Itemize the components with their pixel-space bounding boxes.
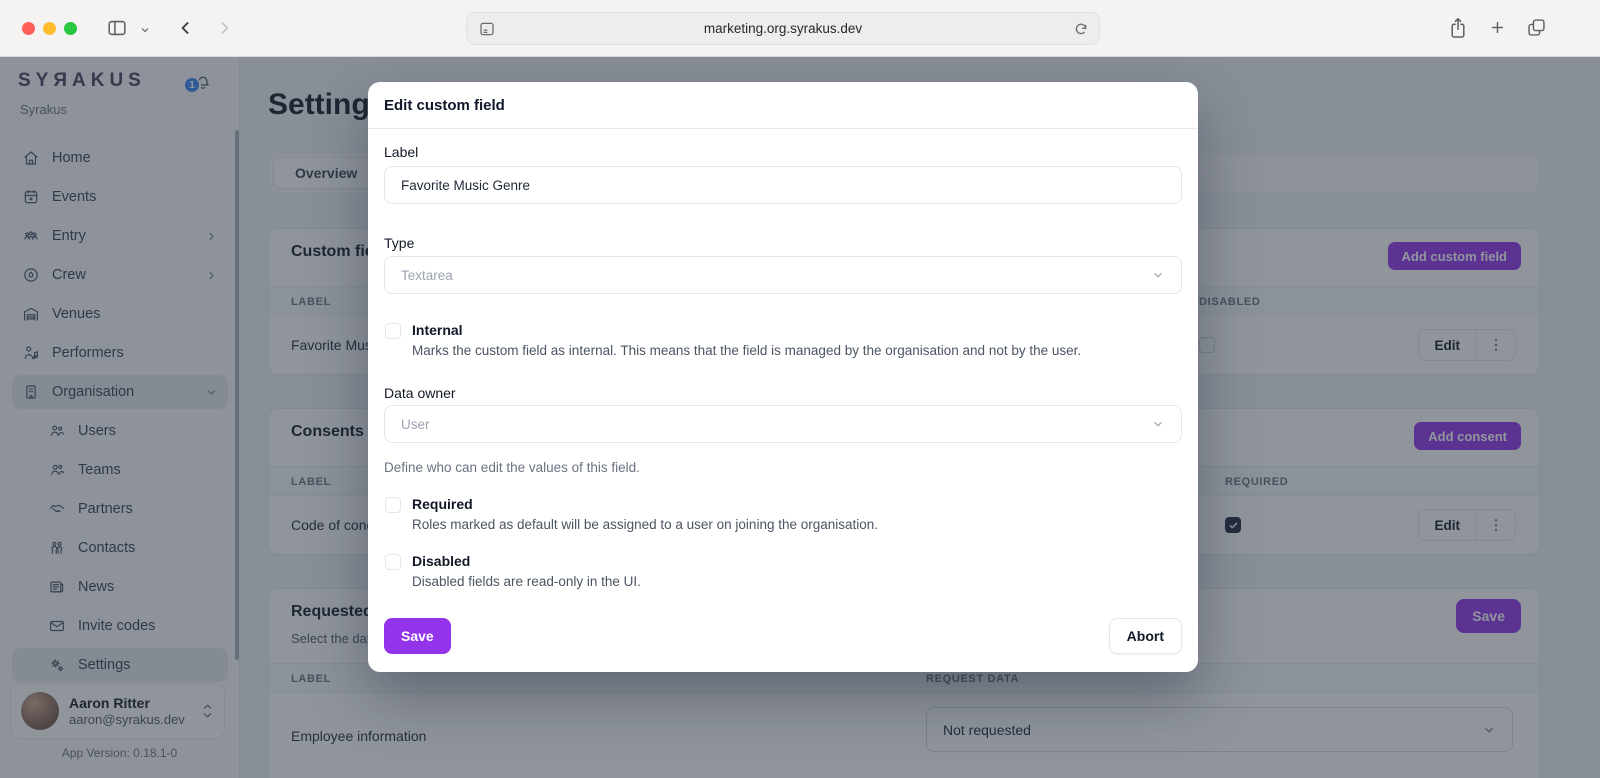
label-input[interactable] [384,166,1182,204]
maximize-window-button[interactable] [64,22,77,35]
chevron-down-icon[interactable] [139,24,151,36]
forward-icon[interactable] [214,18,234,38]
website-icon [478,20,496,38]
label-field-label: Label [384,144,419,160]
internal-checkbox[interactable] [385,323,401,339]
data-owner-label: Data owner [384,385,456,401]
tab-overview-icon[interactable] [1526,17,1547,38]
edit-custom-field-modal [368,82,1198,672]
browser-chrome [0,0,1600,57]
url-text: marketing.org.syrakus.dev [703,21,863,36]
data-owner-select[interactable] [384,405,1182,443]
required-title: Required [412,496,473,512]
required-checkbox-row [385,496,1182,533]
disabled-title: Disabled [412,553,471,569]
internal-checkbox-row [385,322,1182,359]
internal-description: Marks the custom field as internal. This means that the field is managed by the organisation and not by the user. [412,343,1082,358]
disabled-texts [412,553,641,590]
modal-save-button[interactable]: Save [384,618,451,654]
minimize-window-button[interactable] [43,22,56,35]
sidebar-toggle-icon[interactable] [106,17,128,39]
data-owner-help: Define who can edit the values of this field. [384,460,640,475]
required-description: Roles marked as default will be assigned to a user on joining the organisation. [412,517,879,532]
chevron-down-icon [1151,417,1165,431]
internal-texts [412,322,1081,359]
type-select[interactable] [384,256,1182,294]
back-icon[interactable] [176,18,196,38]
required-texts [412,496,878,533]
disabled-checkbox-row [385,553,1182,590]
internal-title: Internal [412,322,463,338]
modal-title: Edit custom field [368,82,1198,129]
new-tab-icon[interactable] [1488,18,1507,37]
disabled-checkbox[interactable] [385,554,401,570]
required-checkbox[interactable] [385,497,401,513]
type-select-value: Textarea [401,267,453,283]
app-window [0,57,1600,778]
data-owner-value: User [401,416,430,432]
chevron-down-icon [1151,268,1165,282]
share-icon[interactable] [1447,16,1469,40]
close-window-button[interactable] [22,22,35,35]
type-field-label: Type [384,235,415,251]
reload-icon[interactable] [1073,21,1089,37]
disabled-description: Disabled fields are read-only in the UI. [412,574,641,589]
address-bar[interactable] [466,12,1100,45]
modal-abort-button[interactable]: Abort [1109,618,1182,654]
